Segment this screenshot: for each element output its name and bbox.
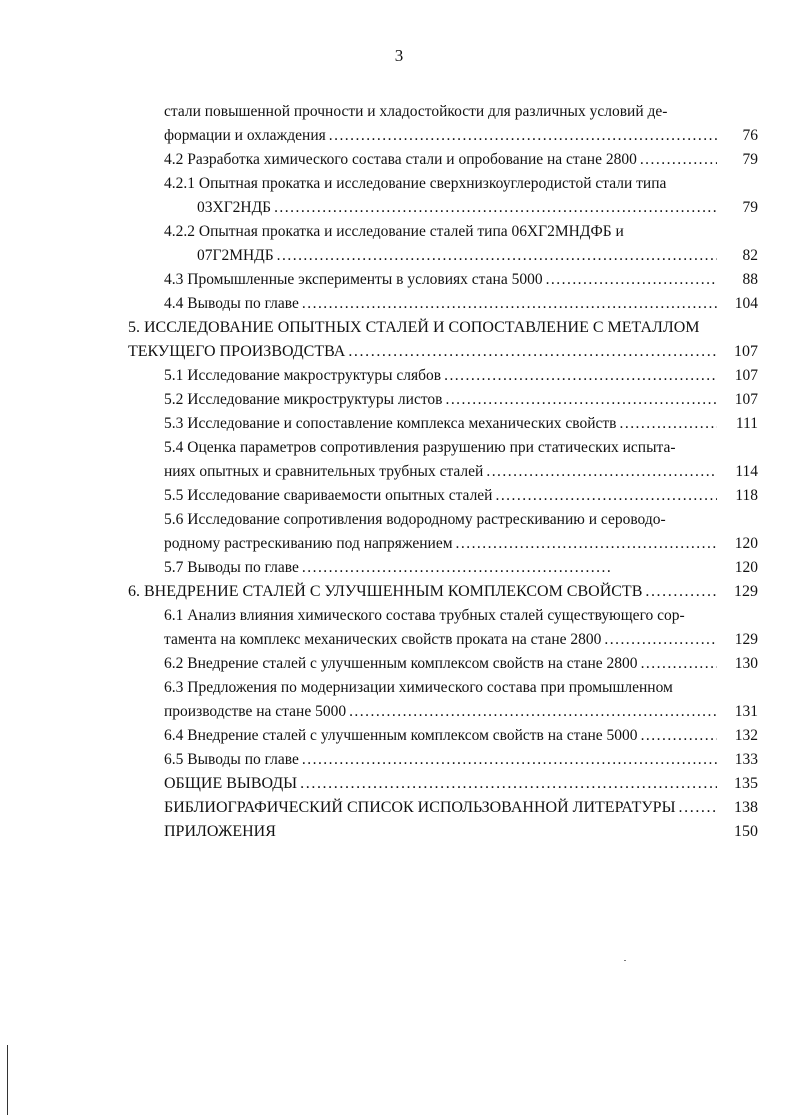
dot-leader <box>329 124 717 148</box>
toc-entry-6-4[interactable] <box>164 724 758 748</box>
dot-leader <box>641 724 717 748</box>
dot-leader <box>302 748 717 772</box>
dot-leader <box>679 796 717 820</box>
toc-page-number: 107 <box>734 343 758 360</box>
toc-entry-text: 4.4 Выводы по главе <box>164 295 299 312</box>
toc-entry-4-1-line1: стали повышенной прочности и хладостойкости для различных условий де- <box>164 103 668 120</box>
toc-page-number: 138 <box>734 799 758 816</box>
toc-page-number: 114 <box>735 463 758 480</box>
toc-entry-text: 6.4 Внедрение сталей с улучшенным комплексом свойств на стане 5000 <box>164 727 638 744</box>
toc-entry-5-6[interactable] <box>164 532 758 556</box>
dot-leader <box>641 652 717 676</box>
toc-entry-text: 03ХГ2НДБ <box>197 199 272 216</box>
dot-leader <box>302 556 610 580</box>
dot-leader <box>645 580 717 604</box>
dot-leader <box>604 628 717 652</box>
toc-entry-5-7[interactable] <box>164 556 758 580</box>
toc-entry-6-5[interactable] <box>164 748 758 772</box>
page-number: 3 <box>394 46 404 65</box>
toc-entry-4-3[interactable] <box>164 268 758 292</box>
toc-page-number: 79 <box>742 199 758 216</box>
toc-entry-text: 5.7 Выводы по главе <box>164 559 299 576</box>
toc-page-number: 120 <box>734 535 758 552</box>
toc-entry-5-2[interactable] <box>164 388 758 412</box>
toc-page-number: 129 <box>734 631 758 648</box>
dot-leader <box>640 148 717 172</box>
toc-entry-4-2-2-line1: 4.2.2 Опытная прокатка и исследование сталей типа 06ХГ2МНДФБ и <box>164 223 624 240</box>
toc-page-number: 88 <box>742 271 758 288</box>
dot-leader <box>456 532 717 556</box>
toc-entry-5-1[interactable] <box>164 364 758 388</box>
toc-entry-text: формации и охлаждения <box>164 127 326 144</box>
toc-bibliography[interactable] <box>164 796 758 820</box>
toc-chapter-6[interactable] <box>128 580 758 604</box>
toc-entry-4-2[interactable] <box>164 148 758 172</box>
dot-leader <box>277 244 717 268</box>
toc-entry-6-3[interactable] <box>164 700 758 724</box>
toc-chapter-5[interactable] <box>128 340 758 364</box>
toc-entry-5-5[interactable] <box>164 484 758 508</box>
toc-entry-text: ОБЩИЕ ВЫВОДЫ <box>164 775 298 792</box>
toc-page-number: 104 <box>734 295 758 312</box>
toc-entry-4-1[interactable] <box>164 124 758 148</box>
scan-speck <box>624 960 626 961</box>
toc-entry-5-4-line1: 5.4 Оценка параметров сопротивления разрушению при статических испыта- <box>164 439 676 456</box>
toc-page-number: 118 <box>735 487 758 504</box>
toc-entry-5-4[interactable] <box>164 460 758 484</box>
toc-page-number: 130 <box>734 655 758 672</box>
dot-leader <box>349 700 717 724</box>
toc-page-number: 150 <box>734 823 758 840</box>
toc-page-number: 79 <box>742 151 758 168</box>
toc-entry-text: 6.5 Выводы по главе <box>164 751 299 768</box>
toc-entry-4-2-2[interactable] <box>197 244 758 268</box>
toc-page-number: 120 <box>734 559 758 576</box>
toc-entry-text: родному растрескиванию под напряжением <box>164 535 453 552</box>
toc-entry-4-4[interactable] <box>164 292 758 316</box>
toc-page-number: 107 <box>734 391 758 408</box>
toc-entry-text: 5.5 Исследование свариваемости опытных сталей <box>164 487 493 504</box>
toc-page-number: 76 <box>742 127 758 144</box>
toc-entry-text: 07Г2МНДБ <box>197 247 274 264</box>
toc-entry-6-2[interactable] <box>164 652 758 676</box>
scan-edge-mark <box>7 1045 8 1115</box>
toc-entry-6-1-line1: 6.1 Анализ влияния химического состава трубных сталей существующего сор- <box>164 607 685 624</box>
toc-entry-text: 4.2 Разработка химического состава стали и опробование на стане 2800 <box>164 151 637 168</box>
dot-leader <box>546 268 717 292</box>
dot-leader <box>486 460 717 484</box>
toc-page-number: 131 <box>734 703 758 720</box>
toc-chapter-5-line1: 5. ИССЛЕДОВАНИЕ ОПЫТНЫХ СТАЛЕЙ И СОПОСТАВЛЕНИЕ С МЕТАЛЛОМ <box>128 319 700 336</box>
toc-entry-text: ПРИЛОЖЕНИЯ <box>164 823 276 840</box>
dot-leader <box>302 292 717 316</box>
toc-entry-text: 5.1 Исследование макроструктуры слябов <box>164 367 442 384</box>
toc-page-number: 107 <box>734 367 758 384</box>
toc-entry-5-3[interactable] <box>164 412 758 436</box>
toc-entry-text: ниях опытных и сравнительных трубных сталей <box>164 463 484 480</box>
dot-leader <box>495 484 717 508</box>
toc-page-number: 132 <box>734 727 758 744</box>
toc-entry-text: ТЕКУЩЕГО ПРОИЗВОДСТВА <box>128 343 346 360</box>
toc-entry-5-6-line1: 5.6 Исследование сопротивления водородному растрескиванию и сероводо- <box>164 511 666 528</box>
dot-leader <box>620 412 718 436</box>
toc-page-number: 111 <box>735 415 758 432</box>
toc-entry-text: БИБЛИОГРАФИЧЕСКИЙ СПИСОК ИСПОЛЬЗОВАННОЙ ЛИТЕРАТУРЫ <box>164 799 676 816</box>
dot-leader <box>444 364 717 388</box>
toc-page-number: 135 <box>734 775 758 792</box>
dot-leader <box>348 340 717 364</box>
dot-leader <box>300 772 717 796</box>
toc-entry-text: тамента на комплекс механических свойств проката на стане 2800 <box>164 631 602 648</box>
toc-entry-text: 5.2 Исследование микроструктуры листов <box>164 391 443 408</box>
toc-entry-text: 5.3 Исследование и сопоставление комплекса механических свойств <box>164 415 617 432</box>
toc-appendices[interactable] <box>164 820 758 844</box>
toc-entry-6-3-line1: 6.3 Предложения по модернизации химического состава при промышленном <box>164 679 673 696</box>
toc-entry-6-1[interactable] <box>164 628 758 652</box>
toc-page-number: 133 <box>734 751 758 768</box>
toc-page-number: 129 <box>734 583 758 600</box>
toc-entry-4-2-1-line1: 4.2.1 Опытная прокатка и исследование сверхнизкоуглеродистой стали типа <box>164 175 667 192</box>
dot-leader <box>274 196 717 220</box>
dot-leader <box>445 388 717 412</box>
toc-entry-text: 4.3 Промышленные эксперименты в условиях стана 5000 <box>164 271 543 288</box>
toc-entry-text: производстве на стане 5000 <box>164 703 347 720</box>
toc-page-number: 82 <box>742 247 758 264</box>
toc-entry-4-2-1[interactable] <box>197 196 758 220</box>
toc-entry-text: 6. ВНЕДРЕНИЕ СТАЛЕЙ С УЛУЧШЕННЫМ КОМПЛЕКСОМ СВОЙСТВ <box>128 583 643 600</box>
toc-entry-text: 6.2 Внедрение сталей с улучшенным комплексом свойств на стане 2800 <box>164 655 638 672</box>
toc-general-conclusions[interactable] <box>164 772 758 796</box>
